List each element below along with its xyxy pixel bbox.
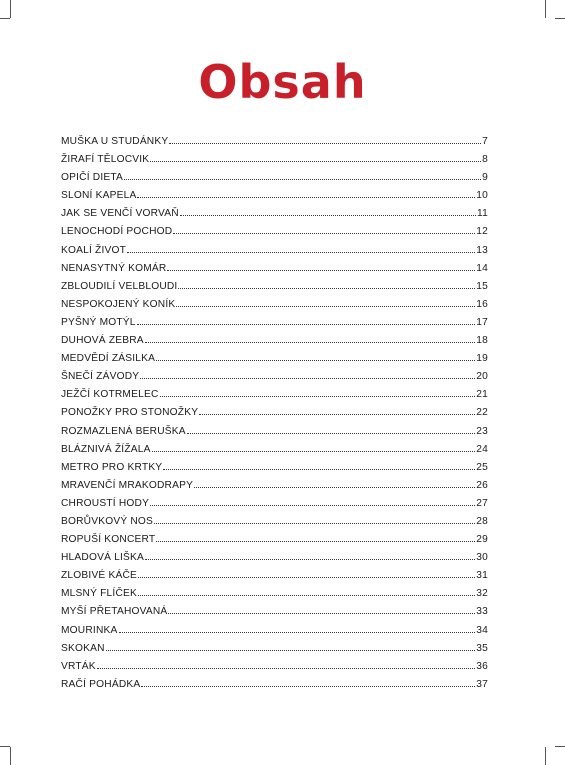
toc-entry-title: NESPOKOJENÝ KONÍK	[61, 298, 176, 310]
toc-entry-title: DUHOVÁ ZEBRA	[61, 335, 144, 347]
dot-leader	[141, 686, 475, 687]
toc-entry-title: ROPUŠÍ KONCERT	[61, 534, 156, 546]
dot-leader	[156, 360, 475, 361]
toc-entry[interactable]	[61, 570, 488, 588]
toc-entry[interactable]	[61, 625, 488, 643]
toc-entry-page: 30	[476, 552, 488, 564]
toc-entry[interactable]	[61, 136, 488, 154]
toc-entry[interactable]	[61, 245, 488, 263]
dot-leader	[119, 632, 476, 633]
toc-entry-page: 17	[476, 316, 488, 328]
toc-entry[interactable]	[61, 661, 488, 679]
dot-leader	[137, 197, 475, 198]
toc-entry[interactable]	[61, 426, 488, 444]
toc-entry[interactable]	[61, 516, 488, 534]
page-title: Obsah	[198, 55, 367, 109]
toc-entry-page: 22	[476, 407, 488, 419]
dot-leader	[124, 179, 481, 180]
toc-entry-title: SLONÍ KAPELA	[61, 190, 137, 202]
toc-entry-title: OPIČÍ DIETA	[61, 172, 124, 184]
toc-entry[interactable]	[61, 335, 488, 353]
toc-entry-page: 11	[477, 208, 488, 220]
dot-leader	[180, 215, 476, 216]
dot-leader	[145, 559, 475, 560]
toc-entry[interactable]	[61, 407, 488, 425]
toc-entry[interactable]	[61, 208, 488, 226]
toc-entry-page: 20	[476, 371, 488, 383]
dot-leader	[163, 469, 475, 470]
crop-mark-top-left-h	[0, 18, 10, 19]
dot-leader	[154, 523, 475, 524]
toc-entry[interactable]	[61, 480, 488, 498]
toc-entry-page: 9	[482, 172, 488, 184]
crop-mark-top-right-h	[555, 18, 565, 19]
toc-entry[interactable]	[61, 226, 488, 244]
toc-entry[interactable]	[61, 263, 488, 281]
dot-leader	[140, 378, 475, 379]
toc-entry-title: JEŽČÍ KOTRMELEC	[61, 389, 159, 401]
toc-entry[interactable]	[61, 172, 488, 190]
dot-leader	[97, 668, 475, 669]
toc-entry-page: 23	[476, 425, 488, 437]
toc-entry-title: MYŠÍ PŘETAHOVANÁ	[61, 606, 168, 618]
toc-entry-title: KOALÍ ŽIVOT	[61, 244, 127, 256]
toc-entry-page: 25	[476, 461, 488, 473]
dot-leader	[167, 270, 475, 271]
toc-entry-title: HLADOVÁ LIŠKA	[61, 552, 145, 564]
toc-entry-title: METRO PRO KRTKY	[61, 461, 163, 473]
dot-leader	[137, 324, 476, 325]
dot-leader	[194, 487, 475, 488]
toc-entry-title: RAČÍ POHÁDKA	[61, 678, 141, 690]
toc-entry-title: NENASYTNÝ KOMÁR	[61, 262, 167, 274]
toc-entry[interactable]	[61, 371, 488, 389]
crop-mark-bottom-left-h	[0, 746, 10, 747]
toc-entry-title: MLSNÝ FLÍČEK	[61, 588, 137, 600]
crop-mark-top-left-v	[10, 0, 11, 18]
toc-entry-page: 24	[476, 443, 488, 455]
toc-entry-page: 16	[476, 298, 488, 310]
dot-leader	[150, 161, 481, 162]
toc-entry[interactable]	[61, 281, 488, 299]
dot-leader	[145, 342, 475, 343]
toc-entry-page: 35	[476, 642, 488, 654]
table-of-contents	[61, 136, 488, 697]
toc-entry-page: 31	[476, 570, 488, 582]
crop-mark-bottom-right-h	[555, 746, 565, 747]
dot-leader	[127, 252, 475, 253]
toc-entry-title: MOURINKA	[61, 624, 118, 636]
dot-leader	[152, 451, 476, 452]
toc-entry-page: 29	[476, 534, 488, 546]
dot-leader	[199, 414, 475, 415]
dot-leader	[150, 505, 475, 506]
dot-leader	[138, 595, 475, 596]
toc-entry[interactable]	[61, 299, 488, 317]
crop-mark-bottom-left-v	[10, 747, 11, 765]
toc-entry[interactable]	[61, 462, 488, 480]
toc-entry-title: ROZMAZLENÁ BERUŠKA	[61, 425, 186, 437]
dot-leader	[178, 288, 475, 289]
toc-entry-page: 37	[476, 678, 488, 690]
toc-entry-page: 36	[476, 660, 488, 672]
toc-entry-page: 19	[476, 353, 488, 365]
dot-leader	[187, 433, 476, 434]
toc-entry-page: 15	[476, 280, 488, 292]
toc-entry[interactable]	[61, 498, 488, 516]
dot-leader	[176, 306, 475, 307]
toc-entry-page: 34	[476, 624, 488, 636]
toc-entry-title: ŽIRAFÍ TĚLOCVIK	[61, 154, 150, 166]
toc-entry[interactable]	[61, 389, 488, 407]
dot-leader	[160, 396, 476, 397]
toc-entry-title: LENOCHODÍ POCHOD	[61, 226, 173, 238]
dot-leader	[106, 650, 476, 651]
toc-entry-page: 14	[476, 262, 488, 274]
dot-leader	[156, 541, 475, 542]
toc-entry-page: 10	[476, 190, 488, 202]
toc-entry-title: ZBLOUDILÍ VELBLOUDI	[61, 280, 178, 292]
toc-entry[interactable]	[61, 552, 488, 570]
toc-entry-page: 7	[482, 136, 488, 147]
toc-entry-title: MUŠKA U STUDÁNKY	[61, 136, 169, 147]
toc-entry-title: ŠNEČÍ ZÁVODY	[61, 371, 140, 383]
toc-entry[interactable]	[61, 154, 488, 172]
toc-entry[interactable]	[61, 317, 488, 335]
toc-entry[interactable]	[61, 444, 488, 462]
toc-entry-title: PONOŽKY PRO STONOŽKY	[61, 407, 199, 419]
dot-leader	[168, 613, 475, 614]
toc-entry-title: SKOKAN	[61, 642, 105, 654]
toc-entry-title: CHROUSTÍ HODY	[61, 497, 150, 509]
toc-entry-title: PYŠNÝ MOTÝL	[61, 316, 136, 328]
toc-entry-page: 12	[476, 226, 488, 238]
dot-leader	[138, 577, 475, 578]
toc-entry[interactable]	[61, 606, 488, 624]
toc-entry[interactable]	[61, 588, 488, 606]
toc-entry[interactable]	[61, 679, 488, 697]
toc-entry-page: 33	[476, 606, 488, 618]
crop-mark-bottom-right-v	[545, 747, 546, 765]
toc-entry-title: BLÁZNIVÁ ŽÍŽALA	[61, 443, 151, 455]
toc-entry-page: 13	[476, 244, 488, 256]
toc-entry-page: 21	[476, 389, 488, 401]
toc-entry-page: 18	[476, 335, 488, 347]
crop-mark-top-right-v	[545, 0, 546, 18]
toc-entry[interactable]	[61, 353, 488, 371]
toc-entry-title: MRAVENČÍ MRAKODRAPY	[61, 479, 194, 491]
toc-entry-title: BORŮVKOVÝ NOS	[61, 515, 154, 527]
toc-entry-page: 28	[476, 515, 488, 527]
toc-entry-page: 26	[476, 479, 488, 491]
toc-entry[interactable]	[61, 643, 488, 661]
dot-leader	[169, 143, 481, 144]
toc-entry-page: 8	[482, 154, 488, 166]
toc-entry[interactable]	[61, 534, 488, 552]
toc-entry-page: 27	[476, 497, 488, 509]
toc-entry-page: 32	[476, 588, 488, 600]
toc-entry-title: ZLOBIVÉ KÁČE	[61, 570, 138, 582]
toc-entry-title: JAK SE VENČÍ VORVAŇ	[61, 208, 179, 220]
toc-entry-title: VRTÁK	[61, 660, 96, 672]
toc-entry[interactable]	[61, 190, 488, 208]
toc-entry-title: MEDVĚDÍ ZÁSILKA	[61, 353, 156, 365]
dot-leader	[173, 233, 475, 234]
